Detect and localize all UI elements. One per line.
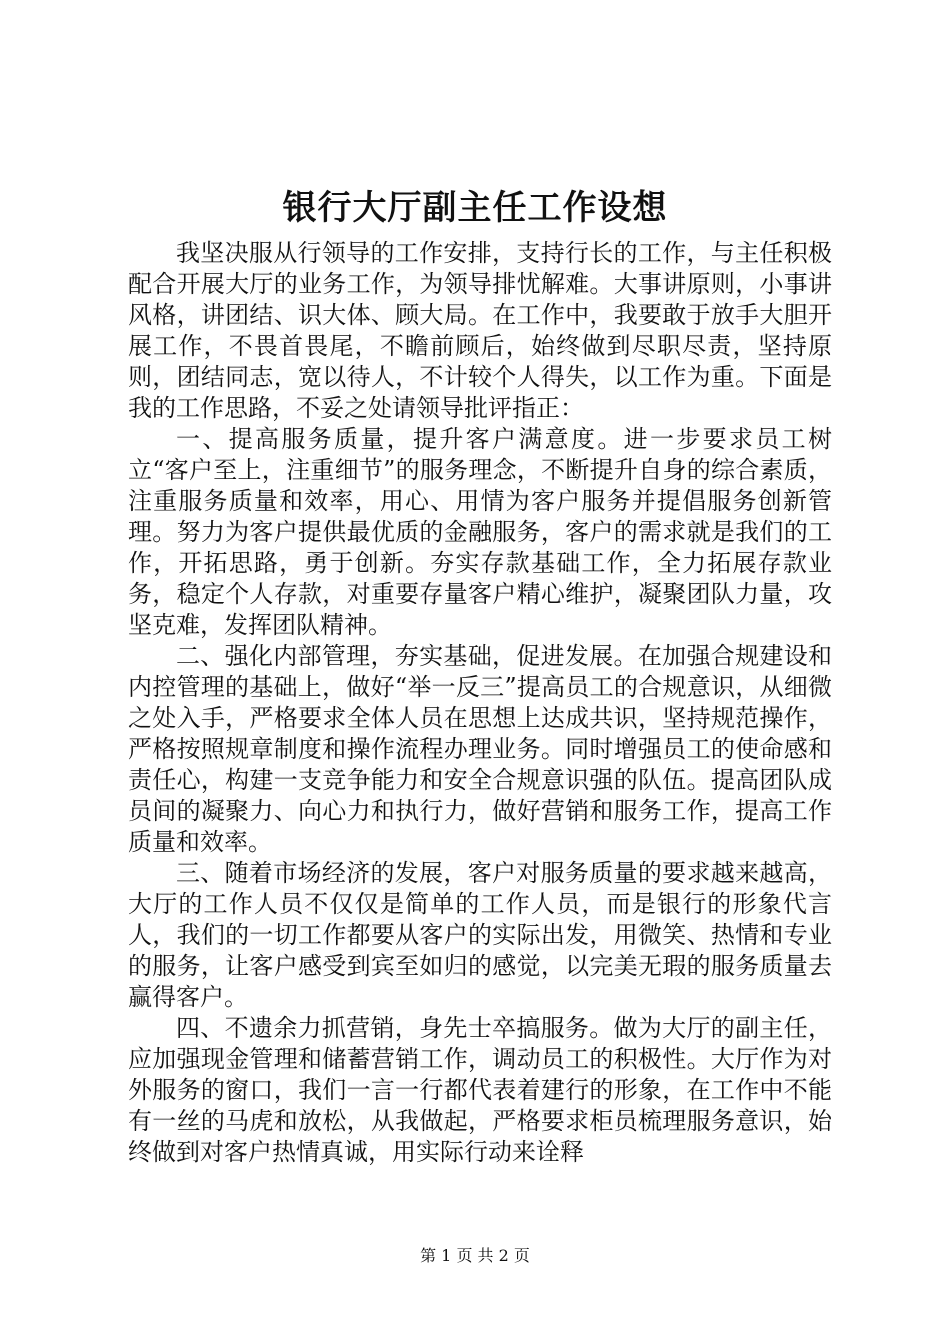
document-title: 银行大厅副主任工作设想 (282, 188, 668, 228)
paragraph-section-1: 一、提高服务质量，提升客户满意度。进一步要求员工树立“客户至上，注重细节”的服务理念，不断提升自身的综合素质，注重服务质量和效率，用心、用情为客户服务并提倡服务创新管理。努力为客户提供最优质的金融服务，客户的需求就是我们的工作，开拓思路，勇于创新。夯实存款基础工作，全力拓展存款业务，稳定个人存款，对重要存量客户精心维护，凝聚团队力量，攻坚克难，发挥团队精神。 (128, 425, 832, 639)
paragraph-section-4: 四、不遗余力抓营销，身先士卒搞服务。做为大厅的副主任，应加强现金管理和储蓄营销工作，调动员工的积极性。大厅作为对外服务的窗口，我们一言一行都代表着建行的形象，在工作中不能有一丝的马虎和放松，从我做起，严格要求柜员梳理服务意识，始终做到对客户热情真诚，用实际行动来诠释 (128, 1014, 832, 1166)
document-body (128, 238, 832, 1168)
paragraph-section-2: 二、强化内部管理，夯实基础，促进发展。在加强合规建设和内控管理的基础上，做好“举一反三”提高员工的合规意识，从细微之处入手，严格要求全体人员在思想上达成共识，坚持规范操作，严格按照规章制度和操作流程办理业务。同时增强员工的使命感和责任心，构建一支竞争能力和安全合规意识强的队伍。提高团队成员间的凝聚力、向心力和执行力，做好营销和服务工作，提高工作质量和效率。 (128, 642, 832, 856)
paragraph-intro: 我坚决服从行领导的工作安排，支持行长的工作，与主任积极配合开展大厅的业务工作，为领导排忧解难。大事讲原则，小事讲风格，讲团结、识大体、顾大局。在工作中，我要敢于放手大胆开展工作，不畏首畏尾，不瞻前顾后，始终做到尽职尽责，坚持原则，团结同志，宽以待人，不计较个人得失，以工作为重。下面是我的工作思路，不妥之处请领导批评指正： (128, 239, 832, 422)
paragraph-section-3: 三、随着市场经济的发展，客户对服务质量的要求越来越高，大厅的工作人员不仅仅是简单的工作人员，而是银行的形象代言人，我们的一切工作都要从客户的实际出发，用微笑、热情和专业的服务，让客户感受到宾至如归的感觉，以完美无瑕的服务质量去赢得客户。 (128, 859, 832, 1011)
page-footer: 第 1 页 共 2 页 (420, 1246, 530, 1265)
